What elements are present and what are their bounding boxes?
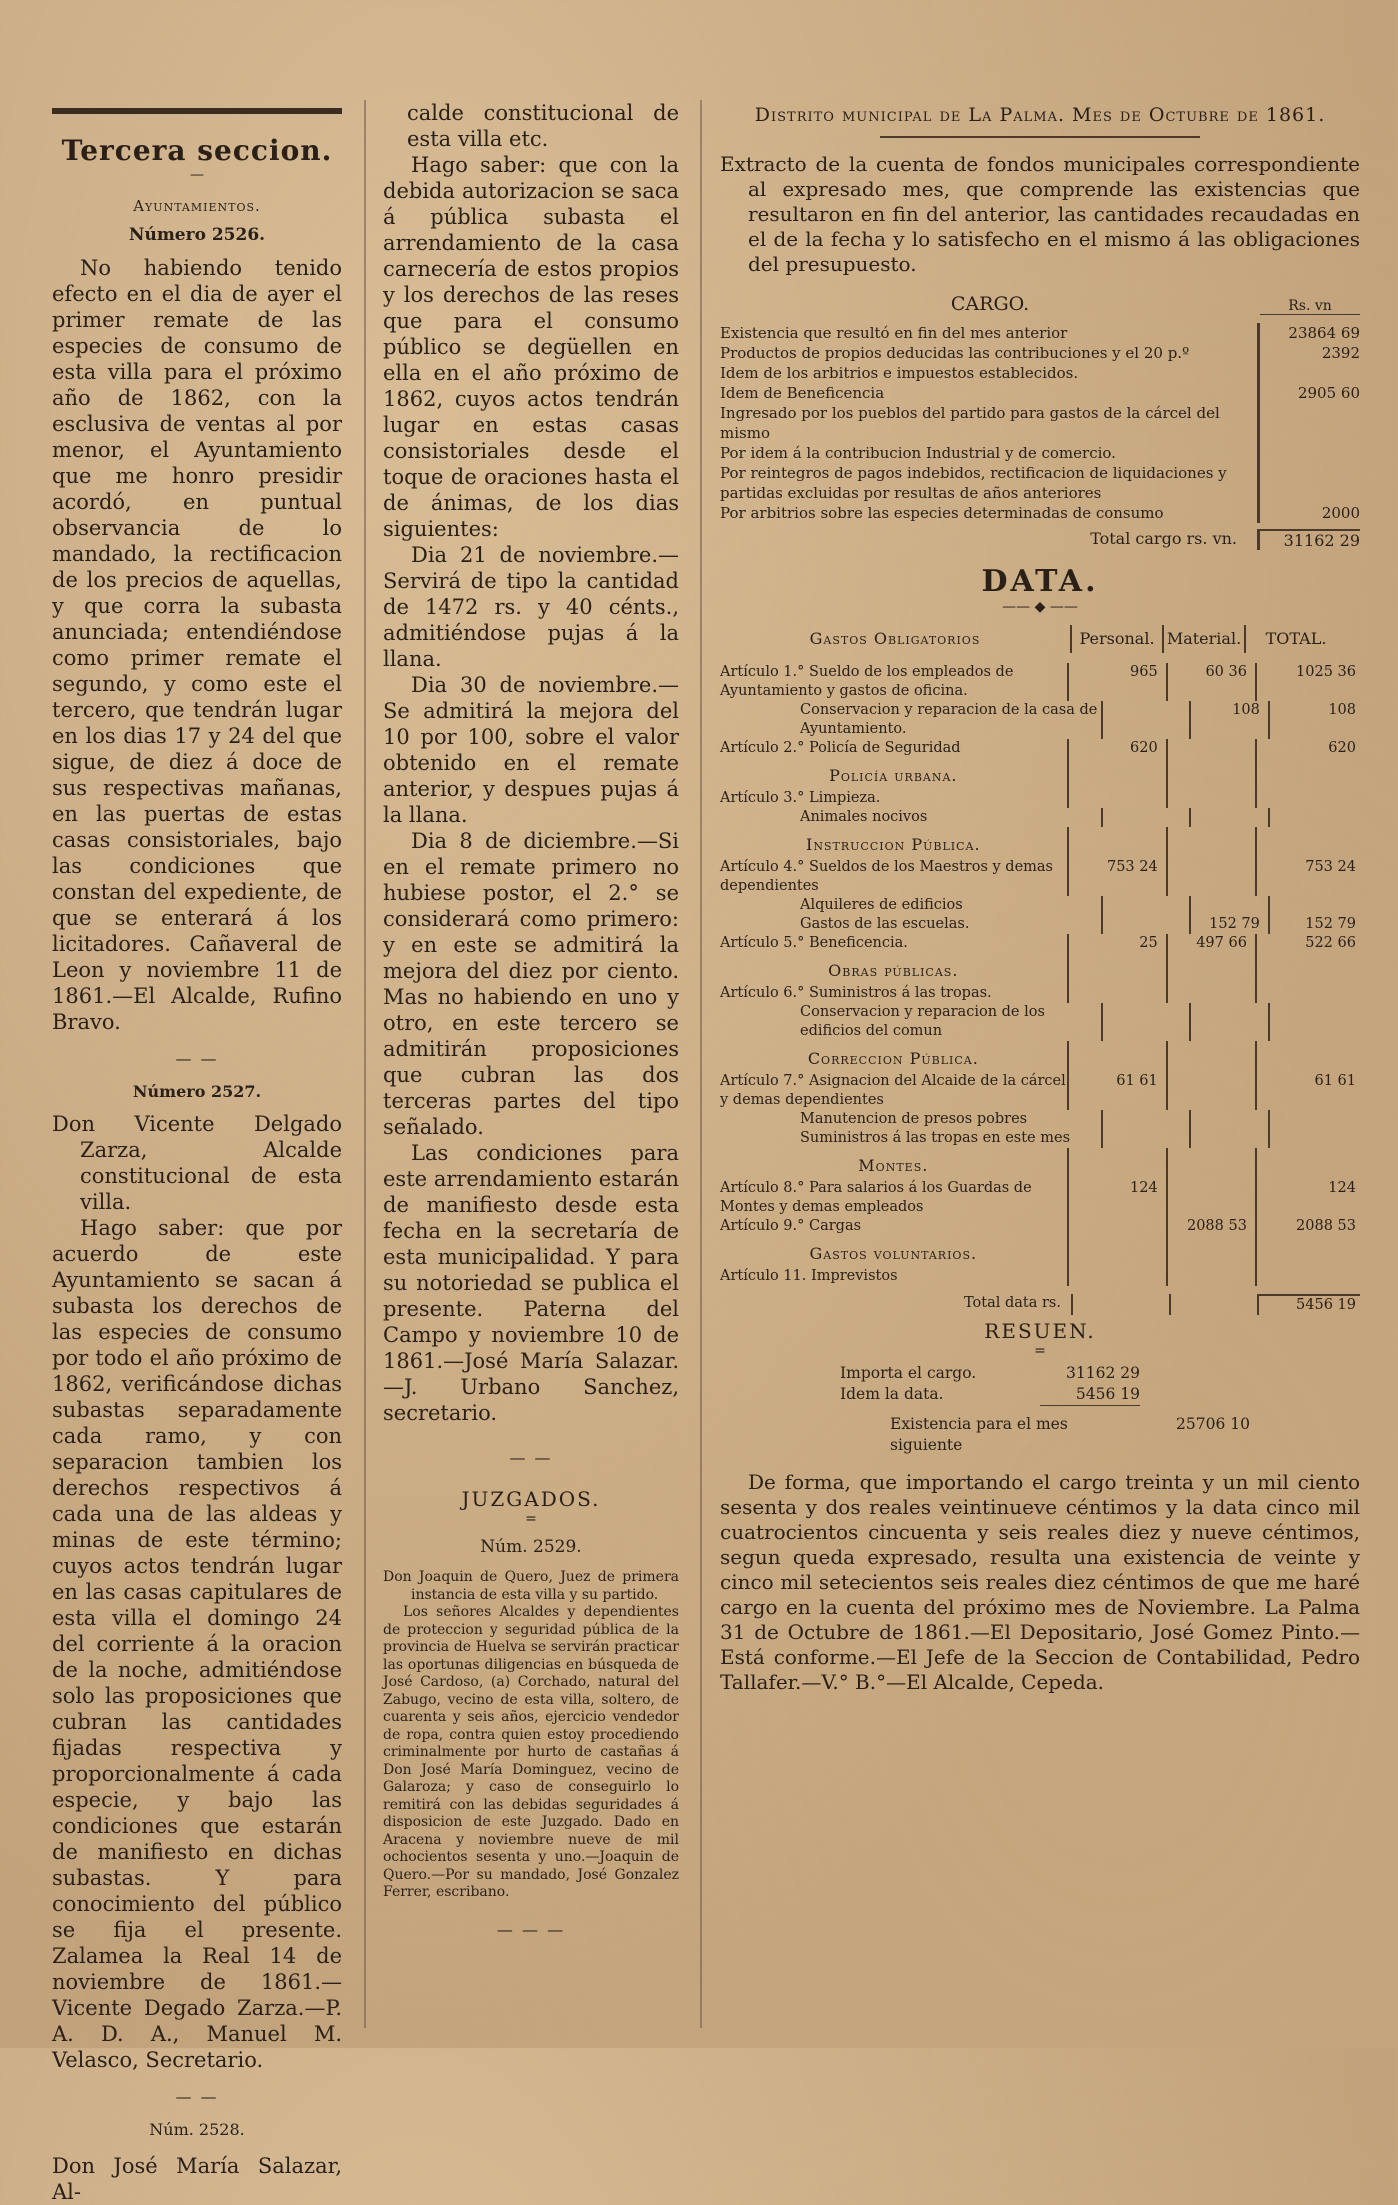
number-2526: Número 2526. [128,225,266,245]
data-heading: DATA. [981,564,1099,599]
art6-b: Conservacion y reparacion de los edificios del comun [800,1004,1045,1039]
number-2529: Núm. 2529. [480,1537,582,1557]
ayuntamientos-heading: Ayuntamientos. [133,197,261,215]
personal-header: Personal. [1070,625,1162,653]
art4-c-material: 152 79 [1189,915,1268,934]
data-total: 5456 19 [1257,1294,1360,1315]
cargo-row [720,323,1360,343]
art2-personal: 620 [1067,739,1166,758]
notice-2528: calde constitucional de esta villa etc. Hago saber: que con la debida autorizacion se saca á pública subasta el arrendamiento de la casa carnecería de estos propios y los derechos de las reses que para el consumo público se degüellen en ella en el año próximo de 1862, cuyos actos tendrán lugar en estas casas consistoriales desde el toque de oraciones hasta el de ánimas, de los dias siguientes: Dia 21 de noviembre.— Servirá de tipo la cantidad de 1472 rs. y 40 cénts., admitiéndose pujas á la llana. Dia 30 de noviembre.— Se admitirá la mejora del 10 por 100, sobre el valor obtenido en el remate anterior, y despues pujas á la llana. Dia 8 de diciembre.—Si en el remate primero no hubiese postor, el 2.° se considerará como primero: y en este se admitirá la mejora del diez por ciento. Mas no habiendo en uno y otro, en este tercero se admitirán proposiciones que cubran las dos terceras partes del tipo señalado. Las condiciones para este arrendamiento estarán de manifiesto desde esta fecha en la secretaría de esta municipalidad. Y para su notoriedad se publica el presente. Paterna del Campo y noviembre 10 de 1861.—José María Salazar.—J. Urbano Sanchez, secretario. [383,101,679,1425]
cargo-row [720,383,1360,403]
art9: Artículo 9.° Cargas [720,1218,862,1234]
art3-a: Artículo 3.° Limpieza. [720,790,881,806]
art5-personal: 25 [1067,934,1166,953]
cargo-row [720,403,1360,443]
column-2: calde constitucional de esta villa etc. Hago saber: que con la debida autorizacion se saca á pública subasta el arrendamiento de la casa carnecería de estos propios y los derechos de las reses que para el consumo público se degüellen en ella en el año próximo de 1862, cuyos actos tendrán lugar en estas casas consistoriales desde el toque de oraciones hasta el de ánimas, de los dias siguientes: Dia 21 de noviembre.— Servirá de tipo la cantidad de 1472 rs. y 40 cénts., admitiéndose pujas á la llana. Dia 30 de noviembre.— Se admitirá la mejora del 10 por 100, sobre el valor obtenido en el remate anterior, y despues pujas á la llana. Dia 8 de diciembre.—Si en el remate primero no hubiese postor, el 2.° se considerará como primero: y en este se admitirá la mejora del diez por ciento. Mas no habiendo en uno y otro, en este tercero se admitirán proposiciones que cubran las dos terceras partes del tipo señalado. Las condiciones para este arrendamiento estarán de manifiesto desde esta fecha en la secretaría de esta municipalidad. Y para su notoriedad se publica el presente. Paterna del Campo y noviembre 10 de 1861.—José María Salazar.—J. Urbano Sanchez, secretario. — — JUZGADOS. = Núm. 2529. Don Joaquin de Quero, Juez de primera instancia de esta villa y su partido. Los señores Alcaldes y dependientes de proteccion y seguridad pública de la provincia de Huelva se servirán practicar las oportunas diligencias en búsqueda de José Cardoso, (a) Corchado, natural del Zabugo, vecino de esta villa, soltero, de cuarenta y seis años, ejercicio vendedor de ropa, contra quien estoy procediendo criminalmente por hurto de castañas á Don José María Dominguez, vecino de Galaroza; y caso de conseguirlo lo remitirá con las debidas seguridades á disposicion de este Juzgado. Dado en Aracena y noviembre nueve de mil ochocientos sesenta y uno.—Joaquin de Quero.—Por su mandado, José Gonzalez Ferrer, escribano. — — — [383,101,679,1939]
existencia-label: Existencia para el mes siguiente [890,1415,1068,1454]
art4-c-total: 152 79 [1268,915,1360,934]
cargo-row-label: Por arbitrios sobre las especies determinadas de consumo [720,504,1164,522]
cargo-row-amount [1257,363,1360,383]
juzgados-heading: JUZGADOS. [461,1487,601,1511]
art8: Artículo 8.° Para salarios á los Guardas de Montes y demas empleados [720,1180,1032,1215]
art8-total: 124 [1255,1179,1360,1217]
art5-total: 522 66 [1255,934,1360,953]
art2: Artículo 2.° Policía de Seguridad [720,740,961,756]
art8-personal: 124 [1067,1179,1166,1217]
idem-value: 5456 19 [1040,1384,1140,1406]
separator: — — [509,1448,553,1467]
notice-2527: Don Vicente Delgado Zarza, Alcalde constitucional de esta villa. Hago saber: que por acuerdo de este Ayuntamiento se sacan á subasta los derechos de las especies de consumo por todo el año próximo de 1862, verificándose dichas subastas separadamente cada ramo, y con separacion tambien los derechos respectivos á cada una de las aldeas y minas de este término; cuyos actos tendrán lugar en las casas capitulares de esta villa el domingo 24 del corriente á la oracion de la noche, admitiéndose solo las proposiciones que cubran las cantidades fijadas respectiva y proporcionalmente á cada especie, y bajo las condiciones que estarán de manifiesto en dichas subastas. Y para conocimiento del público se fija el presente. Zalamea la Real 14 de noviembre de 1861.—Vicente Degado Zarza.—P. A. D. A., Manuel M. Velasco, Secretario. [52,1112,342,2072]
cargo-row-label: Idem de Beneficencia [720,384,885,402]
art4-a-personal: 753 24 [1067,858,1166,896]
existencia-value: 25706 10 [1176,1415,1250,1433]
art3-b: Animales nocivos [800,809,928,825]
cargo-row-label: Por idem á la contribucion Industrial y de comercio. [720,444,1116,462]
resumen-block [720,1363,1360,1456]
cargo-row-amount: 2392 [1257,343,1360,363]
top-rule [52,108,342,114]
art1-a-total: 1025 36 [1255,663,1360,701]
cargo-row-amount: 23864 69 [1257,323,1360,343]
art4-a-total: 753 24 [1255,858,1360,896]
gastos-header: Gastos Obligatorios [809,629,981,648]
cargo-row-amount: 2000 [1257,503,1360,523]
cargo-row [720,343,1360,363]
number-2527: Número 2527. [132,1082,262,1101]
cargo-row [720,443,1360,463]
art11: Artículo 11. Imprevistos [720,1268,898,1284]
cargo-total: 31162 29 [1257,529,1360,550]
column-1: Tercera seccion. — Ayuntamientos. Número 2526. No habiendo tenido efecto en el dia de ayer el primer remate de las especies de consumo de esta villa para el próximo año de 1862, con la esclusiva de ventas al por menor, el Ayuntamiento que me honro presidir acordó, en puntual observancia de lo mandado, la rectificacion de los precios de aquellas, y que corra la subasta anunciada; entendiéndose como primer remate el segundo, y como este el tercero, que tendrán lugar en los dias 17 y 24 del que sigue, de diez á doce de sus respectivas mañanas, en las puertas de estas casas consistoriales, bajo las condiciones que constan del expediente, de que se enterará á los licitadores. Cañaveral de Leon y noviembre 11 de 1861.—El Alcalde, Rufino Bravo. — — Número 2527. Don Vicente Delgado Zarza, Alcalde constitucional de esta villa. Hago saber: que por acuerdo de este Ayuntamiento se sacan á subasta los derechos de las especies de consumo por todo el año próximo de 1862, verificándose dichas subastas separadamente cada ramo, y con separacion tambien los derechos respectivos á cada una de las aldeas y minas de este término; cuyos actos tendrán lugar en las casas capitulares de esta villa el domingo 24 del corriente á la oracion de la noche, admitiéndose solo las proposiciones que cubran las cantidades fijadas respectiva y proporcionalmente á cada especie, y bajo las condiciones que estarán de manifiesto en dichas subastas. Y para conocimiento del público se fija el presente. Zalamea la Real 14 de noviembre de 1861.—Vicente Degado Zarza.—P. A. D. A., Manuel M. Velasco, Secretario. — — Núm. 2528. Don José María Salazar, Al- [52,100,342,2205]
data-total-label: Total data rs. [963,1295,1061,1311]
art2-total: 620 [1255,739,1360,758]
section-title: Tercera seccion. [61,134,333,167]
idem-label: Idem la data. [840,1385,944,1403]
cargo-row-amount [1257,403,1360,443]
column-rule-1 [364,100,366,2028]
policia-heading: Policía urbana. [829,766,958,785]
instruccion-heading: Instruccion Pública. [806,835,981,854]
number-2528: Núm. 2528. [149,2120,245,2139]
separator: — — [175,1049,219,1068]
material-header: Material. [1162,625,1244,653]
cargo-row [720,503,1360,523]
art4-b: Alquileres de edificios [800,897,963,913]
importa-value: 31162 29 [1066,1364,1140,1382]
extract-intro: Extracto de la cuenta de fondos municipales correspondiente al expresado mes, que comprende las existencias que resultaron en fin del anterior, las cantidades recaudadas en el de la fecha y lo satisfecho en el mismo á las obligaciones del presupuesto. [720,152,1360,276]
voluntarios-heading: Gastos voluntarios. [809,1244,978,1263]
art6-a: Artículo 6.° Suministros á las tropas. [720,985,992,1001]
cargo-row-label: Ingresado por los pueblos del partido para gastos de la cárcel del mismo [720,404,1220,442]
cargo-unit: Rs. vn [1260,298,1360,315]
importa-label: Importa el cargo. [840,1364,977,1382]
correccion-heading: Correccion Pública. [807,1049,979,1068]
obras-heading: Obras públicas. [828,961,959,980]
cargo-row-amount [1257,443,1360,463]
cargo-row-label: Existencia que resultó en fin del mes anterior [720,324,1068,342]
art9-material: 2088 53 [1166,1217,1255,1236]
art5-material: 497 66 [1166,934,1255,953]
art1-a-material: 60 36 [1166,663,1255,701]
column-3: Distrito municipal de La Palma. Mes de Octubre de 1861. Extracto de la cuenta de fondos municipales correspondiente al expresado mes, que comprende las existencias que resultaron en fin del anterior, las cantidades recaudadas en el de la fecha y lo satisfecho en el mismo á las obligaciones del presupuesto. CARGO. Rs. vn Existencia que resultó en fin del mes anterior 23864 69 Productos de propios deducidas las contribuciones y el 20 p.º 2392 Idem de los arbitrios e impuestos establecidos. Idem de Beneficencia 2905 60 Ingresado por los pueblos del partido para gastos de la cárcel del mismo Por idem á la contribucion Industrial y de comercio. Por reintegros de pagos indebidos, rectificacion de liquidaciones y partidas excluidas por resultas de años anteriores Por arbitrios sobre las especies determinadas de consumo 2000 Total cargo rs. vn. 31162 29 DATA. —— ◆ —— Gastos Obligatorios Personal. Material. TOTAL. Artículo 1.° Sueldo de los empleados de Ayuntamiento y gastos de oficina. 965 60 36 1025 36 Conservacion y reparacion de la casa de Ayuntamiento. 108 108 Artículo 2.° Policía de Seguridad 620 620 Policía urbana. Artículo 3.° Limpieza. Animales nocivos Instruccion Pública. Artículo 4.° Sueldos de los Maestros y demas dependientes 753 24 753 24 Alquileres de edificios Gastos de las escuelas. 152 79 152 79 Artículo 5.° Beneficencia. 25 497 66 522 66 Obras públicas. Artículo 6.° Suministros á las tropas. Conservacion y reparacion de los edificios del comun Correccion Pública. Artículo 7.° Asignacion del Alcaide de la cárcel y demas dependientes 61 61 61 61 Manutencion de presos pobres Suministros á las tropas en este mes Montes. Artículo 8.° Para salarios á los Guardas de Montes y demas empleados 124 124 Artículo 9.° Cargas 2088 53 2088 53 Gastos voluntarios. Artículo 11. Imprevistos Total data rs. 5456 19 RESUEN. = Importa el cargo. 31162 29 Idem la data. 5456 19 Existencia para el mes siguiente 25706 10 De forma, que importando el cargo treinta y un mil ciento sesenta y dos reales veintinueve céntimos y la data cinco mil cuatrocientos cincuenta y seis reales diez y nueve céntimos, segun queda expresado, resulta una existencia de veinte y cinco mil setecientos seis reales diez céntimos de que me haré cargo en la cuenta del próximo mes de Noviembre. La Palma 31 de Octubre de 1861.—El Depositario, José Gomez Pinto.—Está conforme.—El Jefe de la Seccion de Contabilidad, Pedro Tallafer.—V.° B.°—El Alcalde, Cepeda. [720,104,1360,1694]
art7-a-total: 61 61 [1255,1072,1360,1110]
art7-c: Suministros á las tropas en este mes [800,1130,1071,1146]
cargo-row [720,463,1360,503]
total-header: TOTAL. [1244,625,1350,653]
art4-c: Gastos de las escuelas. [800,916,970,932]
notice-2526: No habiendo tenido efecto en el dia de ayer el primer remate de las especies de consumo de esta villa para el próximo año de 1862, con la esclusiva de ventas al por menor, el Ayuntamiento que me honro presidir acordó, en puntual observancia de lo mandado, la rectificacion de los precios de aquellas, y que corra la subasta anunciada; entendiéndose como primer remate el segundo, y como este el tercero, que tendrán lugar en los dias 17 y 24 del que sigue, de diez á doce de sus respectivas mañanas, en las puertas de estas casas consistoriales, bajo las condiciones que constan del expediente, de que se enterará á los licitadores. Cañaveral de Leon y noviembre 11 de 1861.—El Alcalde, Rufino Bravo. [52,256,342,1034]
cargo-row [720,363,1360,383]
cargo-row-label: Idem de los arbitrios e impuestos establecidos. [720,364,1079,382]
art1-a-personal: 965 [1067,663,1166,701]
cargo-list [720,323,1360,523]
data-table [720,625,1360,1315]
art5: Artículo 5.° Beneficencia. [720,935,908,951]
art1-b-total: 108 [1268,701,1360,739]
cargo-row-label: Productos de propios deducidas las contribuciones y el 20 p.º [720,344,1190,362]
art7-a-personal: 61 61 [1067,1072,1166,1110]
notice-2528-start: Don José María Salazar, Al- [52,2154,342,2204]
montes-heading: Montes. [858,1156,929,1175]
cargo-row-amount [1257,463,1360,503]
district-heading: Distrito municipal de La Palma. Mes de Octubre de 1861. [754,104,1326,126]
art7-a: Artículo 7.° Asignacion del Alcaide de la cárcel y demas dependientes [720,1073,1066,1108]
notice-2529: Don Joaquin de Quero, Juez de primera instancia de esta villa y su partido. Los señores Alcaldes y dependientes de proteccion y seguridad pública de la provincia de Huelva se servirán practicar las oportunas diligencias en búsqueda de José Cardoso, (a) Corchado, natural del Zabugo, vecino de esta villa, soltero, de cuarenta y seis años, ejercicio vendedor de ropa, contra quien estoy procediendo criminalmente por hurto de castañas á Don José María Dominguez, vecino de Galaroza; y caso de conseguirlo lo remitirá con las debidas seguridades á disposicion de este Juzgado. Dado en Aracena y noviembre nueve de mil ochocientos sesenta y uno.—Joaquin de Quero.—Por su mandado, José Gonzalez Ferrer, escribano. [383,1569,679,1900]
cargo-total-label: Total cargo rs. vn. [1090,529,1237,548]
cargo-row-amount: 2905 60 [1257,383,1360,403]
art1-a: Artículo 1.° Sueldo de los empleados de Ayuntamiento y gastos de oficina. [720,664,1014,699]
art7-b: Manutencion de presos pobres [800,1111,1028,1127]
cargo-row-label: Por reintegros de pagos indebidos, rectificacion de liquidaciones y partidas excluidas por resultas de años anteriores [720,464,1227,502]
art1-b: Conservacion y reparacion de la casa de Ayuntamiento. [800,702,1098,737]
art4-a: Artículo 4.° Sueldos de los Maestros y demas dependientes [720,859,1053,894]
art1-b-material: 108 [1189,701,1268,739]
separator: — — — [496,1919,566,1939]
art9-total: 2088 53 [1255,1217,1360,1236]
resumen-heading: RESUEN. [984,1319,1096,1343]
separator: — — [175,2087,219,2106]
cargo-heading: CARGO. [950,293,1030,315]
column-rule-2 [700,100,702,2028]
closing-paragraph: De forma, que importando el cargo treinta y un mil ciento sesenta y dos reales veintinueve céntimos y la data cinco mil cuatrocientos cincuenta y seis reales diez y nueve céntimos, segun queda expresado, resulta una existencia de veinte y cinco mil setecientos seis reales diez céntimos de que me haré cargo en la cuenta del próximo mes de Noviembre. La Palma 31 de Octubre de 1861.—El Depositario, José Gomez Pinto.—Está conforme.—El Jefe de la Seccion de Contabilidad, Pedro Tallafer.—V.° B.°—El Alcalde, Cepeda. [720,1470,1360,1694]
